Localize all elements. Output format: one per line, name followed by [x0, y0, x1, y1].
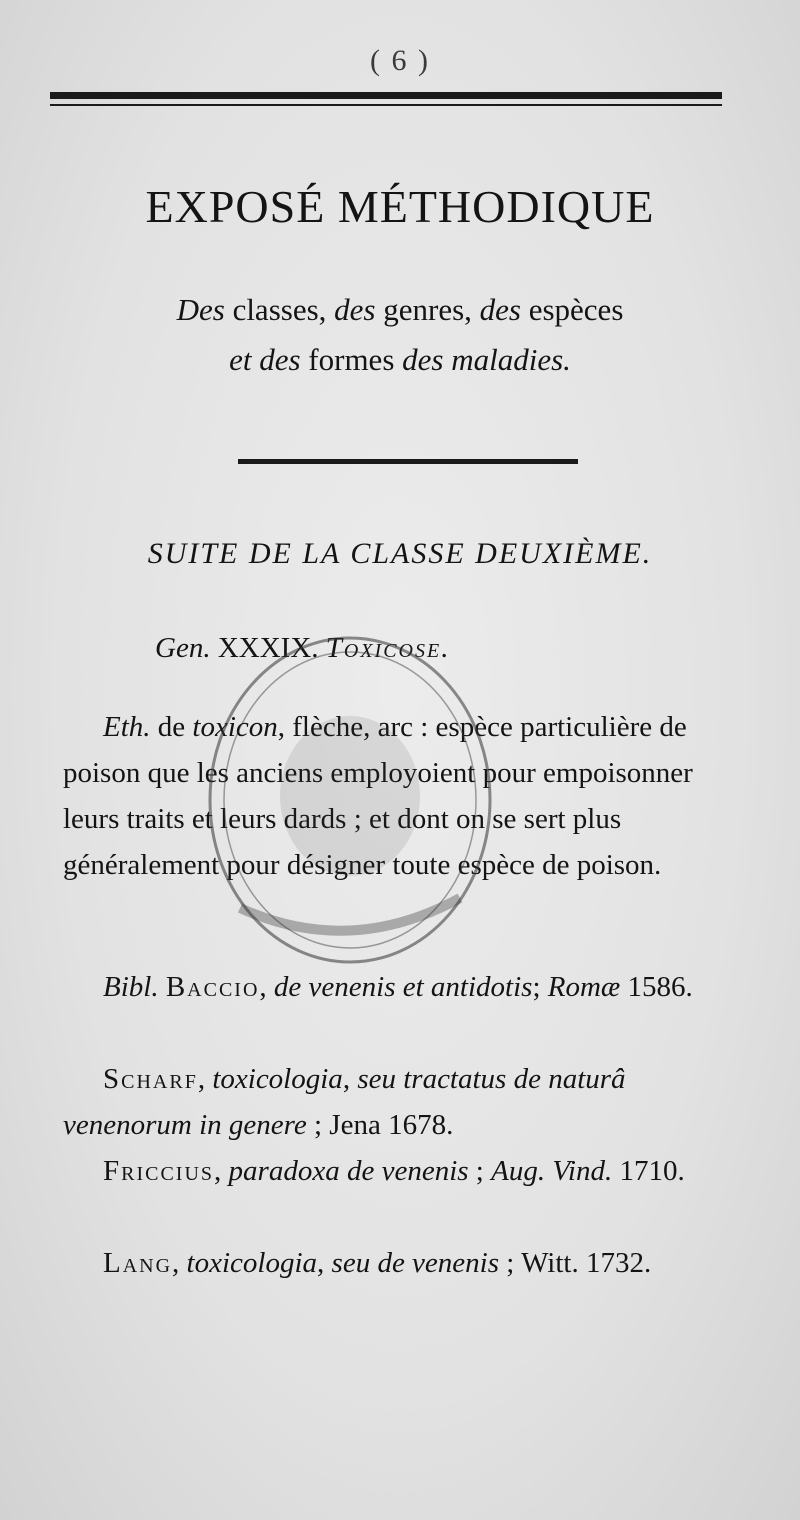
bibliography-title: toxicologia [186, 1247, 318, 1279]
etymology-term: toxicon [192, 711, 278, 743]
top-thick-rule [50, 92, 722, 99]
separator: , [214, 1155, 229, 1187]
subtitle-line-2 [0, 342, 800, 378]
subtitle-word: des [479, 292, 521, 327]
separator: ; [532, 971, 548, 1003]
bibliography-title: toxicologia [212, 1063, 343, 1095]
bibliography-author: Scharf [103, 1063, 198, 1095]
genus-numeral: XXXIX. [217, 632, 319, 664]
bibliography-title: paradoxa de venenis [228, 1155, 469, 1187]
genus-prefix: Gen. [155, 632, 211, 664]
top-thin-rule [50, 104, 722, 106]
bibliography-author: Friccius [103, 1155, 215, 1187]
bibliography-entry [63, 1056, 753, 1148]
bibliography-author: Baccio [165, 971, 260, 1003]
subtitle-line-1 [0, 292, 800, 328]
bibliography-place: seu de venenis [331, 1247, 500, 1279]
separator: ; [468, 1155, 492, 1187]
separator: , [342, 1063, 358, 1095]
subtitle-word: formes [308, 342, 395, 377]
section-heading: SUITE DE LA CLASSE DEUXIÈME. [147, 537, 653, 570]
bibliography-tail: ; Witt. 1732. [499, 1247, 652, 1279]
bibliography-place: seu tractatus de naturâ venenorum in genere [63, 1063, 626, 1141]
subtitle-word: Des [176, 292, 225, 327]
etymology-abbr: Eth. [103, 711, 151, 743]
main-title: EXPOSÉ MÉTHODIQUE [145, 181, 655, 232]
subtitle-word: des maladies. [402, 342, 571, 377]
separator: , [172, 1247, 187, 1279]
bibliography-title: de venenis et antidotis [273, 971, 533, 1003]
bibliography-author: Lang [103, 1247, 173, 1279]
subtitle-word: espèces [528, 292, 624, 327]
bibliography-entry [63, 1240, 753, 1286]
bibliography-place: Romæ [547, 971, 621, 1003]
subtitle-word: et [229, 342, 252, 377]
separator: , [317, 1247, 332, 1279]
bibliography-entry [63, 1148, 753, 1194]
bibliography-label: Bibl. [103, 971, 159, 1003]
etymology-text: de [157, 711, 186, 743]
section-divider-rule [238, 459, 578, 464]
genus-name: Toxicose. [325, 632, 451, 664]
subtitle-word: des [334, 292, 376, 327]
subtitle-word: genres, [383, 292, 472, 327]
subtitle-word: classes, [232, 292, 327, 327]
bibliography-place: Aug. Vind. [491, 1155, 613, 1187]
bibliography-tail: 1710. [612, 1155, 685, 1187]
genus-line [155, 632, 450, 665]
etymology-text: , flèche, arc : espèce particulière de poison que les anciens employoient pour empoisonner leurs traits et leurs dards ; et dont on se sert plus généralement pour désigner toute espèce de poison. [63, 711, 693, 881]
bibliography-tail: ; Jena 1678. [306, 1109, 454, 1141]
separator: , [259, 971, 274, 1003]
subtitle-word: des [259, 342, 301, 377]
page-number: ( 6 ) [370, 44, 430, 77]
bibliography-tail: 1586. [620, 971, 693, 1003]
bibliography-entry [63, 964, 753, 1010]
etymology-paragraph [63, 704, 753, 888]
separator: , [197, 1063, 213, 1095]
